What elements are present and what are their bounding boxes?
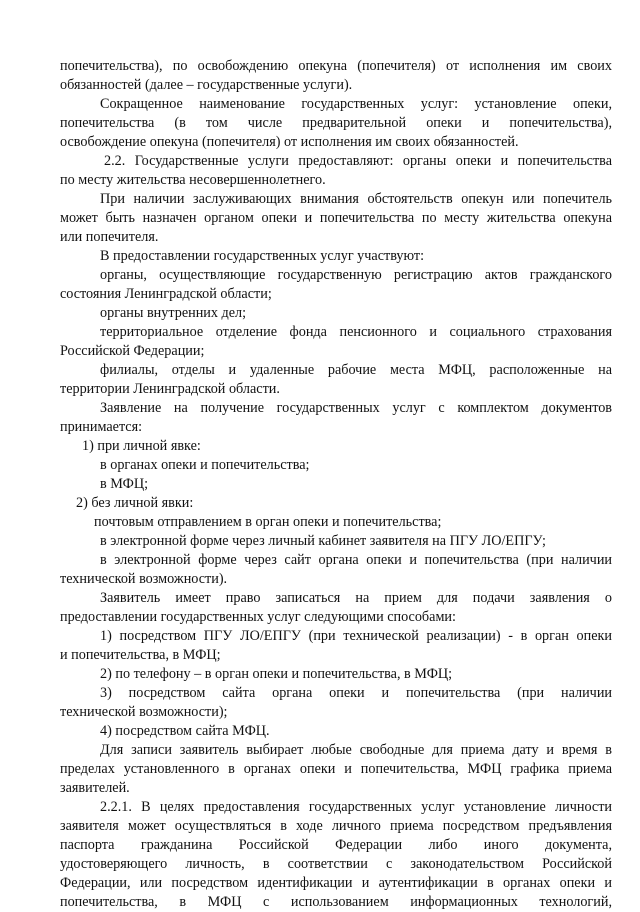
text-line: В предоставлении государственных услуг участвуют: bbox=[100, 248, 425, 264]
text-line: в МФЦ; bbox=[100, 476, 149, 492]
text-line: Федерации, или посредством идентификации и аутентификации в органах опеки и bbox=[60, 875, 612, 891]
text-line: и попечительства, в МФЦ; bbox=[60, 647, 221, 663]
text-line: пределах установленного в органах опеки и попечительства, МФЦ графика приема bbox=[60, 761, 612, 777]
text-line: почтовым отправлением в орган опеки и попечительства; bbox=[94, 514, 442, 530]
text-line: 2) без личной явки: bbox=[76, 495, 194, 511]
text-line: технической возможности); bbox=[60, 704, 228, 720]
text-line: территориальное отделение фонда пенсионного и социального страхования bbox=[100, 324, 612, 340]
text-line: попечительства), по освобождению опекуна (попечителя) от исполнения им своих bbox=[60, 58, 612, 74]
text-line: Заявление на получение государственных услуг с комплектом документов bbox=[100, 400, 612, 416]
text-line: При наличии заслуживающих внимания обстоятельств опекун или попечитель bbox=[100, 191, 612, 207]
text-line: территории Ленинградской области. bbox=[60, 381, 280, 397]
text-line: заявителей. bbox=[60, 780, 130, 796]
text-line: Российской Федерации; bbox=[60, 343, 205, 359]
text-line: принимается: bbox=[60, 419, 143, 435]
text-line: состояния Ленинградской области; bbox=[60, 286, 272, 302]
text-line: 2) по телефону – в орган опеки и попечительства, в МФЦ; bbox=[100, 666, 453, 682]
text-line: 1) посредством ПГУ ЛО/ЕПГУ (при технической реализации) - в орган опеки bbox=[100, 628, 612, 644]
text-line: 4) посредством сайта МФЦ. bbox=[100, 723, 270, 739]
text-line: органы внутренних дел; bbox=[100, 305, 247, 321]
text-line: в электронной форме через сайт органа опеки и попечительства (при наличии bbox=[100, 552, 612, 568]
text-line: в органах опеки и попечительства; bbox=[100, 457, 310, 473]
text-line: Для записи заявитель выбирает любые свободные для приема дату и время в bbox=[100, 742, 612, 758]
text-line: 1) при личной явке: bbox=[82, 438, 201, 454]
text-line: может быть назначен органом опеки и попечительства по месту жительства опекуна bbox=[60, 210, 612, 226]
text-line: филиалы, отделы и удаленные рабочие места МФЦ, расположенные на bbox=[100, 362, 612, 378]
text-line: предоставлении государственных услуг следующими способами: bbox=[60, 609, 456, 625]
text-line: удостоверяющего личность, в соответствии с законодательством Российской bbox=[60, 856, 612, 872]
text-line: освобождение опекуна (попечителя) от исполнения им своих обязанностей. bbox=[60, 134, 519, 150]
document-page bbox=[60, 57, 612, 912]
text-line: или попечителя. bbox=[60, 229, 159, 245]
text-line: Заявитель имеет право записаться на прием для подачи заявления о bbox=[100, 590, 612, 606]
text-line: Сокращенное наименование государственных услуг: установление опеки, bbox=[100, 96, 612, 112]
text-line: обязанностей (далее – государственные услуги). bbox=[60, 77, 353, 93]
text-line: попечительства, в МФЦ с использованием информационных технологий, bbox=[60, 894, 612, 910]
text-line: органы, осуществляющие государственную регистрацию актов гражданского bbox=[100, 267, 612, 283]
text-line: заявителя может осуществляться в ходе личного приема посредством предъявления bbox=[60, 818, 612, 834]
text-line: в электронной форме через личный кабинет заявителя на ПГУ ЛО/ЕПГУ; bbox=[100, 533, 546, 549]
text-line: паспорта гражданина Российской Федерации либо иного документа, bbox=[60, 837, 612, 853]
text-line: технической возможности). bbox=[60, 571, 228, 587]
text-line: попечительства (в том числе предварительной опеки и попечительства), bbox=[60, 115, 612, 131]
text-line: 2.2. Государственные услуги предоставляют: органы опеки и попечительства bbox=[104, 153, 612, 169]
text-line: 2.2.1. В целях предоставления государственных услуг установление личности bbox=[100, 799, 612, 815]
text-line: по месту жительства несовершеннолетнего. bbox=[60, 172, 326, 188]
text-line: 3) посредством сайта органа опеки и попечительства (при наличии bbox=[100, 685, 612, 701]
